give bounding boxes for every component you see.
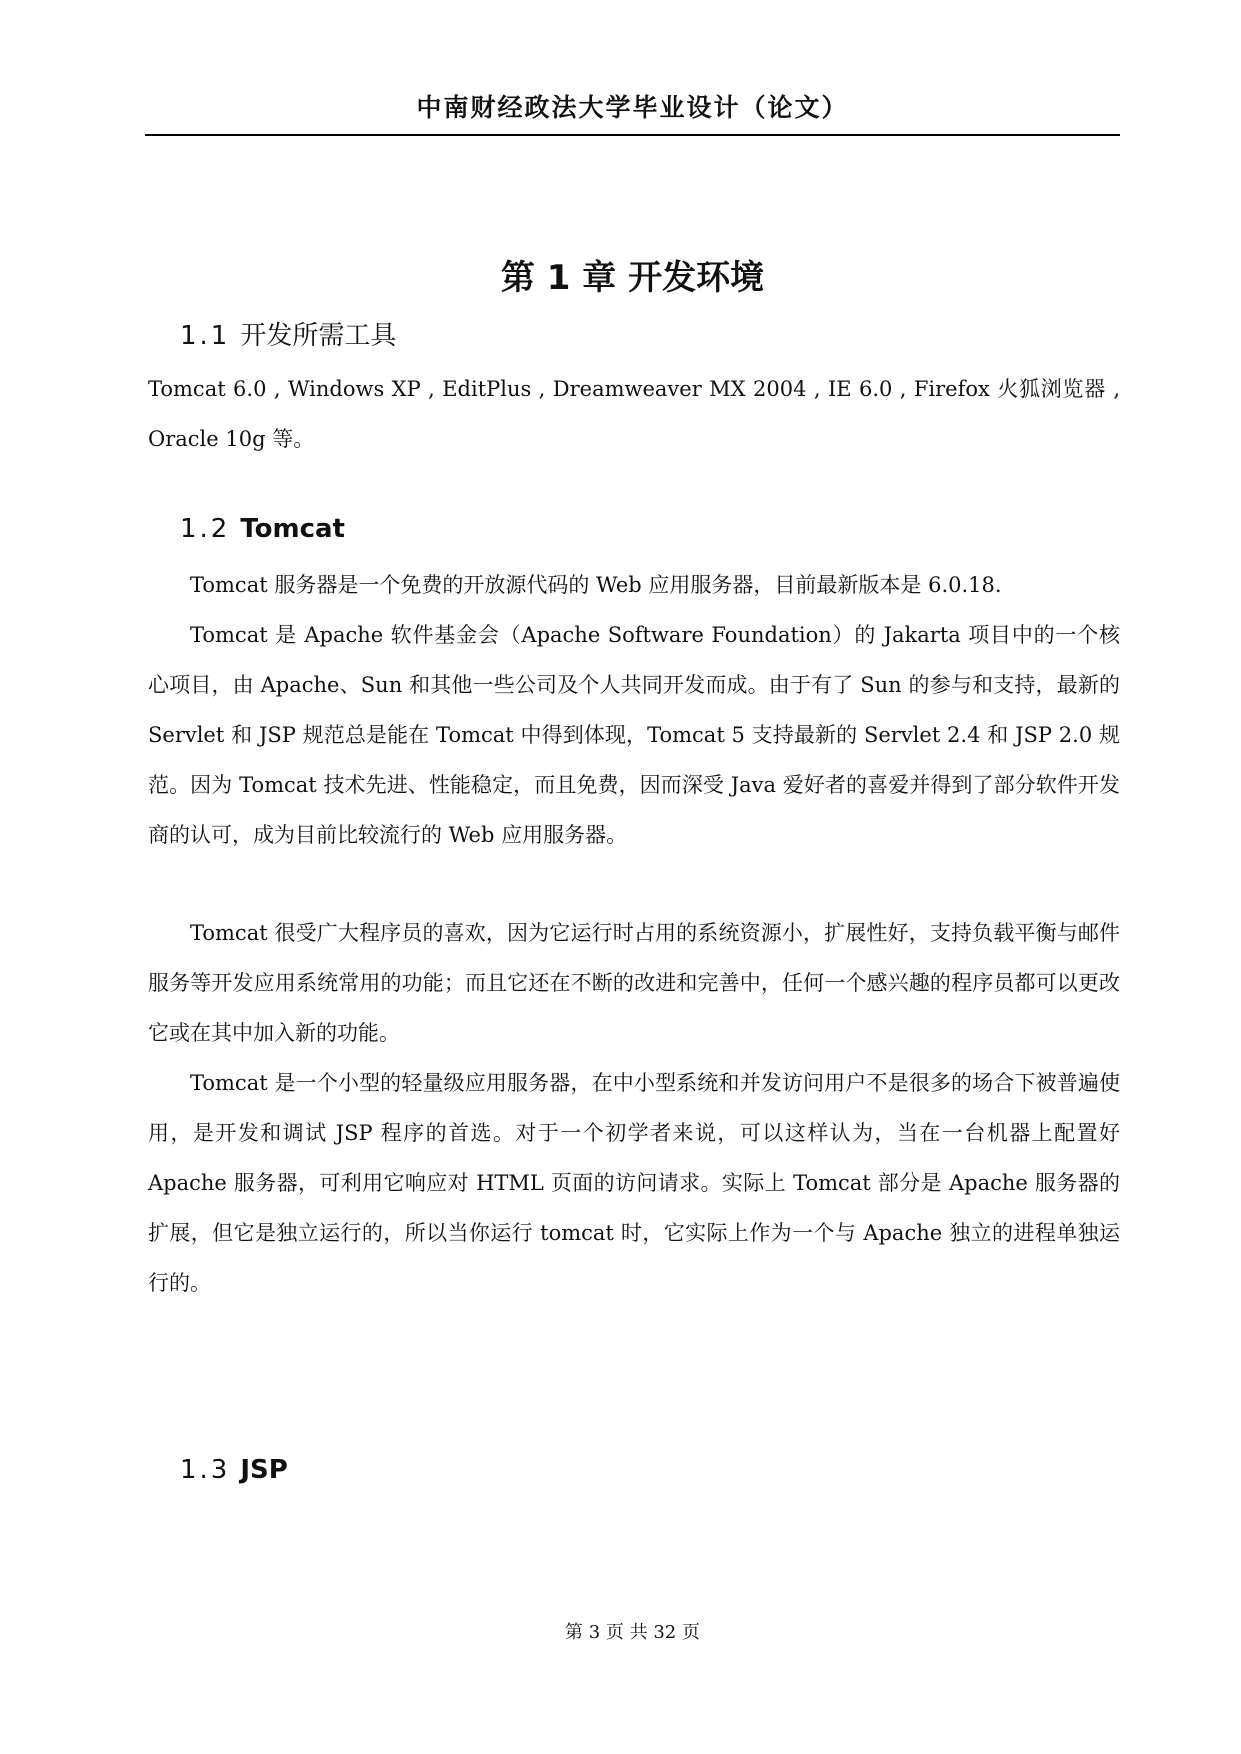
section-heading-1-3	[180, 1455, 288, 1485]
section-title: Tomcat	[240, 514, 345, 544]
page-footer: 第 3 页 共 32 页	[565, 1622, 700, 1643]
section-heading-1-1	[180, 315, 396, 352]
section-number: 1.3	[180, 1455, 231, 1485]
header-rule	[145, 134, 1120, 136]
section-title: 开发所需工具	[240, 321, 397, 351]
section-title: JSP	[240, 1455, 288, 1485]
section-heading-1-2	[180, 514, 345, 544]
chapter-title: 第 1 章 开发环境	[500, 258, 765, 298]
paragraph-tomcat-1: Tomcat 服务器是一个免费的开放源代码的 Web 应用服务器，目前最新版本是 6.0.18.	[190, 573, 1002, 597]
section-number: 1.1	[180, 321, 231, 351]
section-number: 1.2	[180, 514, 231, 544]
paragraph-tomcat-2: Tomcat 是 Apache 软件基金会（Apache Software Foundation）的 Jakarta 项目中的一个核心项目，由 Apache、Sun 和其他一些公司及个人共同开发而成。由于有了 Sun 的参与和支持，最新的 Servlet 和 JSP 规范总是能在 Tomcat 中得到体现，Tomcat 5 支持最新的 Servlet 2.4 和 JSP 2.0 规范。因为 Tomcat 技术先进、性能稳定，而且免费，因而深受 Java 爱好者的喜爱并得到了部分软件开发商的认可，成为目前比较流行的 Web 应用服务器。	[148, 623, 1120, 847]
paragraph-tomcat-4: Tomcat 是一个小型的轻量级应用服务器，在中小型系统和并发访问用户不是很多的场合下被普遍使用，是开发和调试 JSP 程序的首选。对于一个初学者来说，可以这样认为，当在一台机器上配置好 Apache 服务器，可利用它响应对 HTML 页面的访问请求。实际上 Tomcat 部分是 Apache 服务器的扩展，但它是独立运行的，所以当你运行 tomcat 时，它实际上作为一个与 Apache 独立的进程单独运行的。	[148, 1071, 1120, 1295]
page-header: 中南财经政法大学毕业设计（论文）	[416, 93, 849, 122]
paragraph-tools: Tomcat 6.0 , Windows XP , EditPlus , Dreamweaver MX 2004 , IE 6.0 , Firefox 火狐浏览器 , Oracle 10g 等。	[148, 377, 1120, 451]
paragraph-tomcat-3: Tomcat 很受广大程序员的喜欢，因为它运行时占用的系统资源小，扩展性好，支持负载平衡与邮件服务等开发应用系统常用的功能；而且它还在不断的改进和完善中，任何一个感兴趣的程序员都可以更改它或在其中加入新的功能。	[148, 921, 1120, 1045]
